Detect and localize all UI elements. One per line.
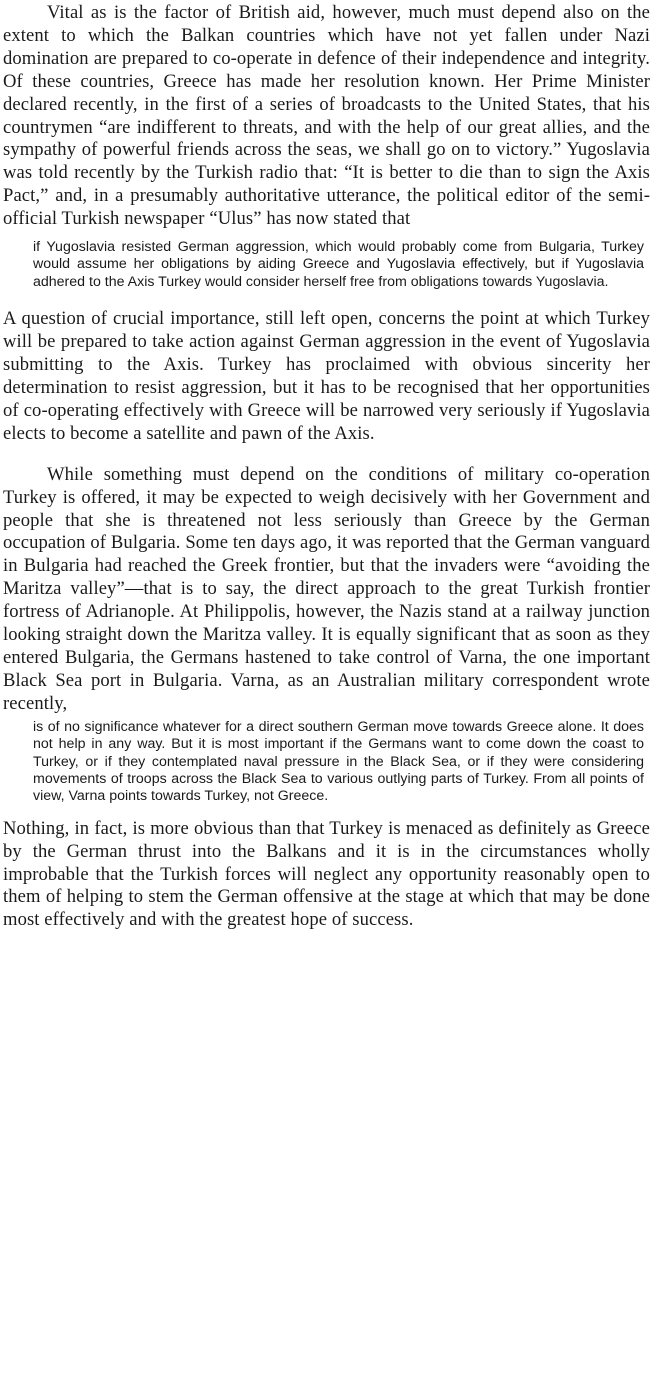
paragraph-greece-resolution: Vital as is the factor of British aid, however, much must depend also on the extent to which the Balkan countries which have not yet fallen under Nazi domination are prepared to co-operate in defence of their independence and integrity. Of these countries, Greece has made her resolution known. Her Prime Minister declared recently, in the first of a series of broadcasts to the United States, that his countrymen “are indifferent to threats, and with the help of our great allies, and the sympathy of powerful friends across the seas, we shall go on to victory.” Yugoslavia was told recently by the Turkish radio that: “It is better to die than to sign the Axis Pact,” and, in a presumably authoritative utterance, the political editor of the semi-official Turkish newspaper “Ulus” has now stated that (3, 2, 650, 230)
quote-ulus-editor: if Yugoslavia resisted German aggression, which would probably come from Bulgaria, Turkey would assume her obligations by aiding Greece and Yugoslavia effectively, but if Yugoslavia adhered to the Axis Turkey would consider herself free from obligations towards Yugoslavia. (33, 239, 644, 290)
paragraph-crucial-question: A question of crucial importance, still left open, concerns the point at which Turkey will be prepared to take action against German aggression in the event of Yugoslavia submitting to the Axis. Turkey has proclaimed with obvious sincerity her determination to resist aggression, but it has to be recognised that her opportunities of co-operating effectively with Greece will be narrowed very seriously if Yugoslavia elects to become a satellite and pawn of the Axis. (3, 308, 650, 444)
article-column (3, 0, 650, 932)
paragraph-turkey-menaced: Nothing, in fact, is more obvious than that Turkey is menaced as definitely as Greece by the German thrust into the Balkans and it is in the circumstances wholly improbable that the Turkish forces will neglect any opportunity reasonably open to them of helping to stem the German offensive at the stage at which that may be done most effectively and with the greatest hope of success. (3, 817, 650, 931)
quote-varna-correspondent: is of no significance whatever for a direct southern German move towards Greece alone. It does not help in any way. But it is most important if the Germans want to come down the coast to Turkey, or if they contemplated naval pressure in the Black Sea, or if they were considering movements of troops across the Black Sea to various outlying parts of Turkey. From all points of view, Varna points towards Turkey, not Greece. (33, 718, 644, 805)
paragraph-military-cooperation: While something must depend on the conditions of military co-operation Turkey is offered, it may be expected to weigh decisively with her Government and people that she is threatened not less seriously than Greece by the German occupation of Bulgaria. Some ten days ago, it was reported that the German vanguard in Bulgaria had reached the Greek frontier, but that the invaders were “avoiding the Maritza valley”—that is to say, the direct approach to the great Turkish frontier fortress of Adrianople. At Philippolis, however, the Nazis stand at a railway junction looking straight down the Maritza valley. It is equally significant that as soon as they entered Bulgaria, the Germans hastened to take control of Varna, the one important Black Sea port in Bulgaria. Varna, as an Australian military correspondent wrote recently, (3, 463, 650, 714)
